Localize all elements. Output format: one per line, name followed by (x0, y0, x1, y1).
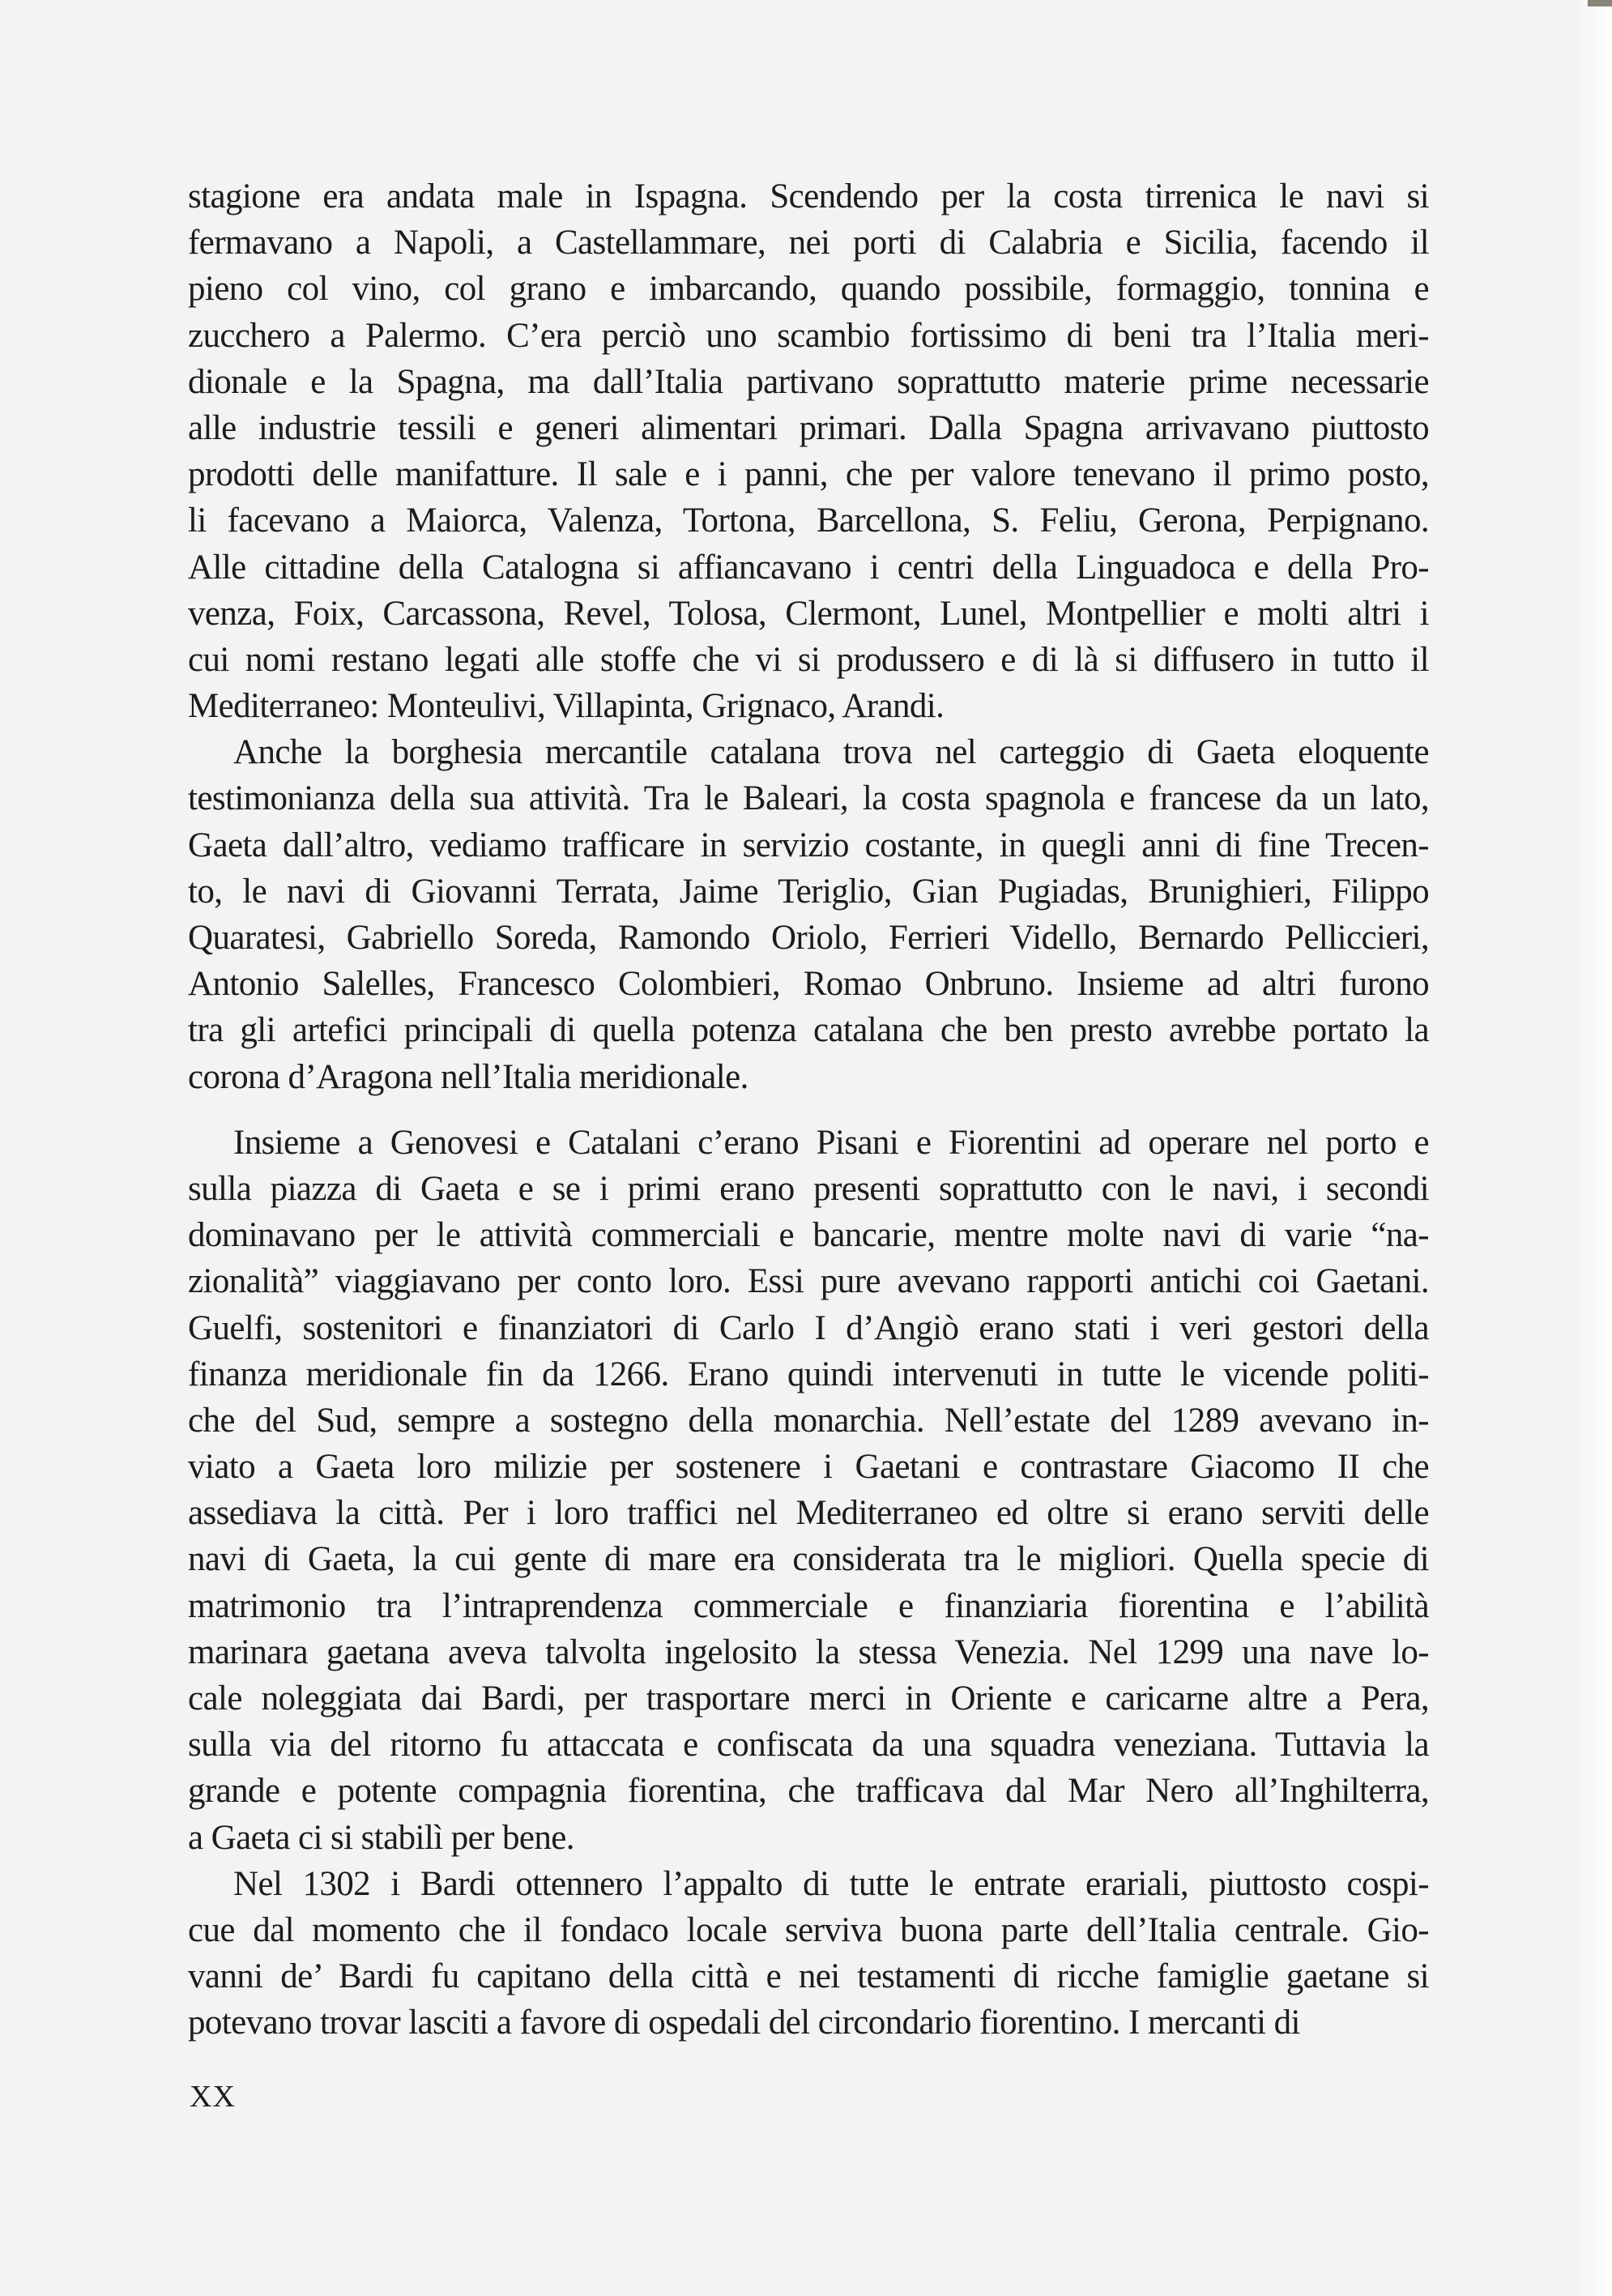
text-line: fermavano a Napoli, a Castellammare, nei porti di Calabria e Sicilia, facendo il (188, 224, 1429, 262)
page-corner-shadow (1588, 0, 1612, 6)
text-line: stagione era andata male in Ispagna. Scendendo per la costa tirrenica le navi si (188, 177, 1429, 216)
text-line: Nel 1302 i Bardi ottennero l’appalto di tutte le entrate erariali, piuttosto cospi- (233, 1864, 1429, 1903)
text-line: finanza meridionale fin da 1266. Erano quindi intervenuti in tutte le vicende politi- (188, 1355, 1429, 1393)
text-line: zionalità” viaggiavano per conto loro. Essi pure avevano rapporti antichi coi Gaetani. (188, 1262, 1429, 1301)
text-line: Antonio Salelles, Francesco Colombieri, Romao Onbruno. Insieme ad altri furono (188, 965, 1429, 1004)
text-line: marinara gaetana aveva talvolta ingelosito la stessa Venezia. Nel 1299 una nave lo- (188, 1632, 1429, 1671)
paragraph (188, 1120, 1429, 1861)
text-line: a Gaeta ci si stabilì per bene. (188, 1818, 574, 1857)
text-line: venza, Foix, Carcassona, Revel, Tolosa, Clermont, Lunel, Montpellier e molti altri i (188, 594, 1429, 633)
paragraph (188, 729, 1429, 1100)
text-line: cui nomi restano legati alle stoffe che vi si produssero e di là si diffusero in tutto il (188, 640, 1429, 679)
text-line: Mediterraneo: Monteulivi, Villapinta, Grignaco, Arandi. (188, 687, 945, 726)
text-line: Alle cittadine della Catalogna si affiancavano i centri della Linguadoca e della Pro- (188, 548, 1429, 587)
page-edge (1580, 0, 1612, 2296)
text-line: sulla via del ritorno fu attaccata e confiscata da una squadra veneziana. Tuttavia la (188, 1726, 1429, 1765)
text-line: vanni de’ Bardi fu capitano della città e nei testamenti di ricche famiglie gaetane si (188, 1957, 1429, 1996)
text-line: prodotti delle manifatture. Il sale e i panni, che per valore tenevano il primo posto, (188, 455, 1429, 494)
text-line: tra gli artefici principali di quella potenza catalana che ben presto avrebbe portato la (188, 1011, 1429, 1050)
body-text (188, 173, 1429, 2046)
text-line: pieno col vino, col grano e imbarcando, quando possibile, formaggio, tonnina e (188, 270, 1429, 309)
text-line: testimonianza della sua attività. Tra le Baleari, la costa spagnola e francese da un lato, (188, 779, 1429, 818)
text-line: assediava la città. Per i loro traffici nel Mediterraneo ed oltre si erano serviti delle (188, 1494, 1429, 1533)
text-line: grande e potente compagnia fiorentina, che trafficava dal Mar Nero all’Inghilterra, (188, 1772, 1429, 1811)
paragraph-gap (188, 1100, 1429, 1120)
paragraph (188, 173, 1429, 729)
text-line: navi di Gaeta, la cui gente di mare era considerata tra le migliori. Quella specie di (188, 1540, 1429, 1579)
text-line: alle industrie tessili e generi alimentari primari. Dalla Spagna arrivavano piuttosto (188, 408, 1429, 447)
text-line: cale noleggiata dai Bardi, per trasportare merci in Oriente e caricarne altre a Pera, (188, 1679, 1429, 1718)
text-line: li facevano a Maiorca, Valenza, Tortona, Barcellona, S. Feliu, Gerona, Perpignano. (188, 501, 1429, 540)
text-line: viato a Gaeta loro milizie per sostenere i Gaetani e contrastare Giacomo II che (188, 1448, 1429, 1487)
text-line: dominavano per le attività commerciali e bancarie, mentre molte navi di varie “na- (188, 1216, 1429, 1255)
text-line: che del Sud, sempre a sostegno della monarchia. Nell’estate del 1289 avevano in- (188, 1401, 1429, 1440)
page-number: XX (190, 2080, 236, 2114)
text-line: Anche la borghesia mercantile catalana trova nel carteggio di Gaeta eloquente (233, 733, 1429, 772)
text-line: dionale e la Spagna, ma dall’Italia partivano soprattutto materie prime necessarie (188, 362, 1429, 401)
text-line: Gaeta dall’altro, vediamo trafficare in servizio costante, in quegli anni di fine Trecen- (188, 826, 1429, 864)
text-line: corona d’Aragona nell’Italia meridionale. (188, 1057, 748, 1096)
text-line: to, le navi di Giovanni Terrata, Jaime Teriglio, Gian Pugiadas, Brunighieri, Filippo (188, 872, 1429, 911)
text-line: matrimonio tra l’intraprendenza commerciale e finanziaria fiorentina e l’abilità (188, 1586, 1429, 1625)
text-line: sulla piazza di Gaeta e se i primi erano presenti soprattutto con le navi, i secondi (188, 1169, 1429, 1208)
paragraph (188, 1861, 1429, 2046)
text-line: potevano trovar lasciti a favore di ospedali del circondario fiorentino. I mercanti di (188, 2004, 1300, 2042)
text-line: zucchero a Palermo. C’era perciò uno scambio fortissimo di beni tra l’Italia meri- (188, 316, 1429, 355)
text-line: Guelfi, sostenitori e finanziatori di Carlo I d’Angiò erano stati i veri gestori della (188, 1308, 1429, 1347)
text-line: Insieme a Genovesi e Catalani c’erano Pisani e Fiorentini ad operare nel porto e (233, 1123, 1429, 1162)
text-line: cue dal momento che il fondaco locale serviva buona parte dell’Italia centrale. Gio- (188, 1910, 1429, 1949)
text-line: Quaratesi, Gabriello Soreda, Ramondo Oriolo, Ferrieri Vidello, Bernardo Pelliccieri, (188, 919, 1429, 957)
